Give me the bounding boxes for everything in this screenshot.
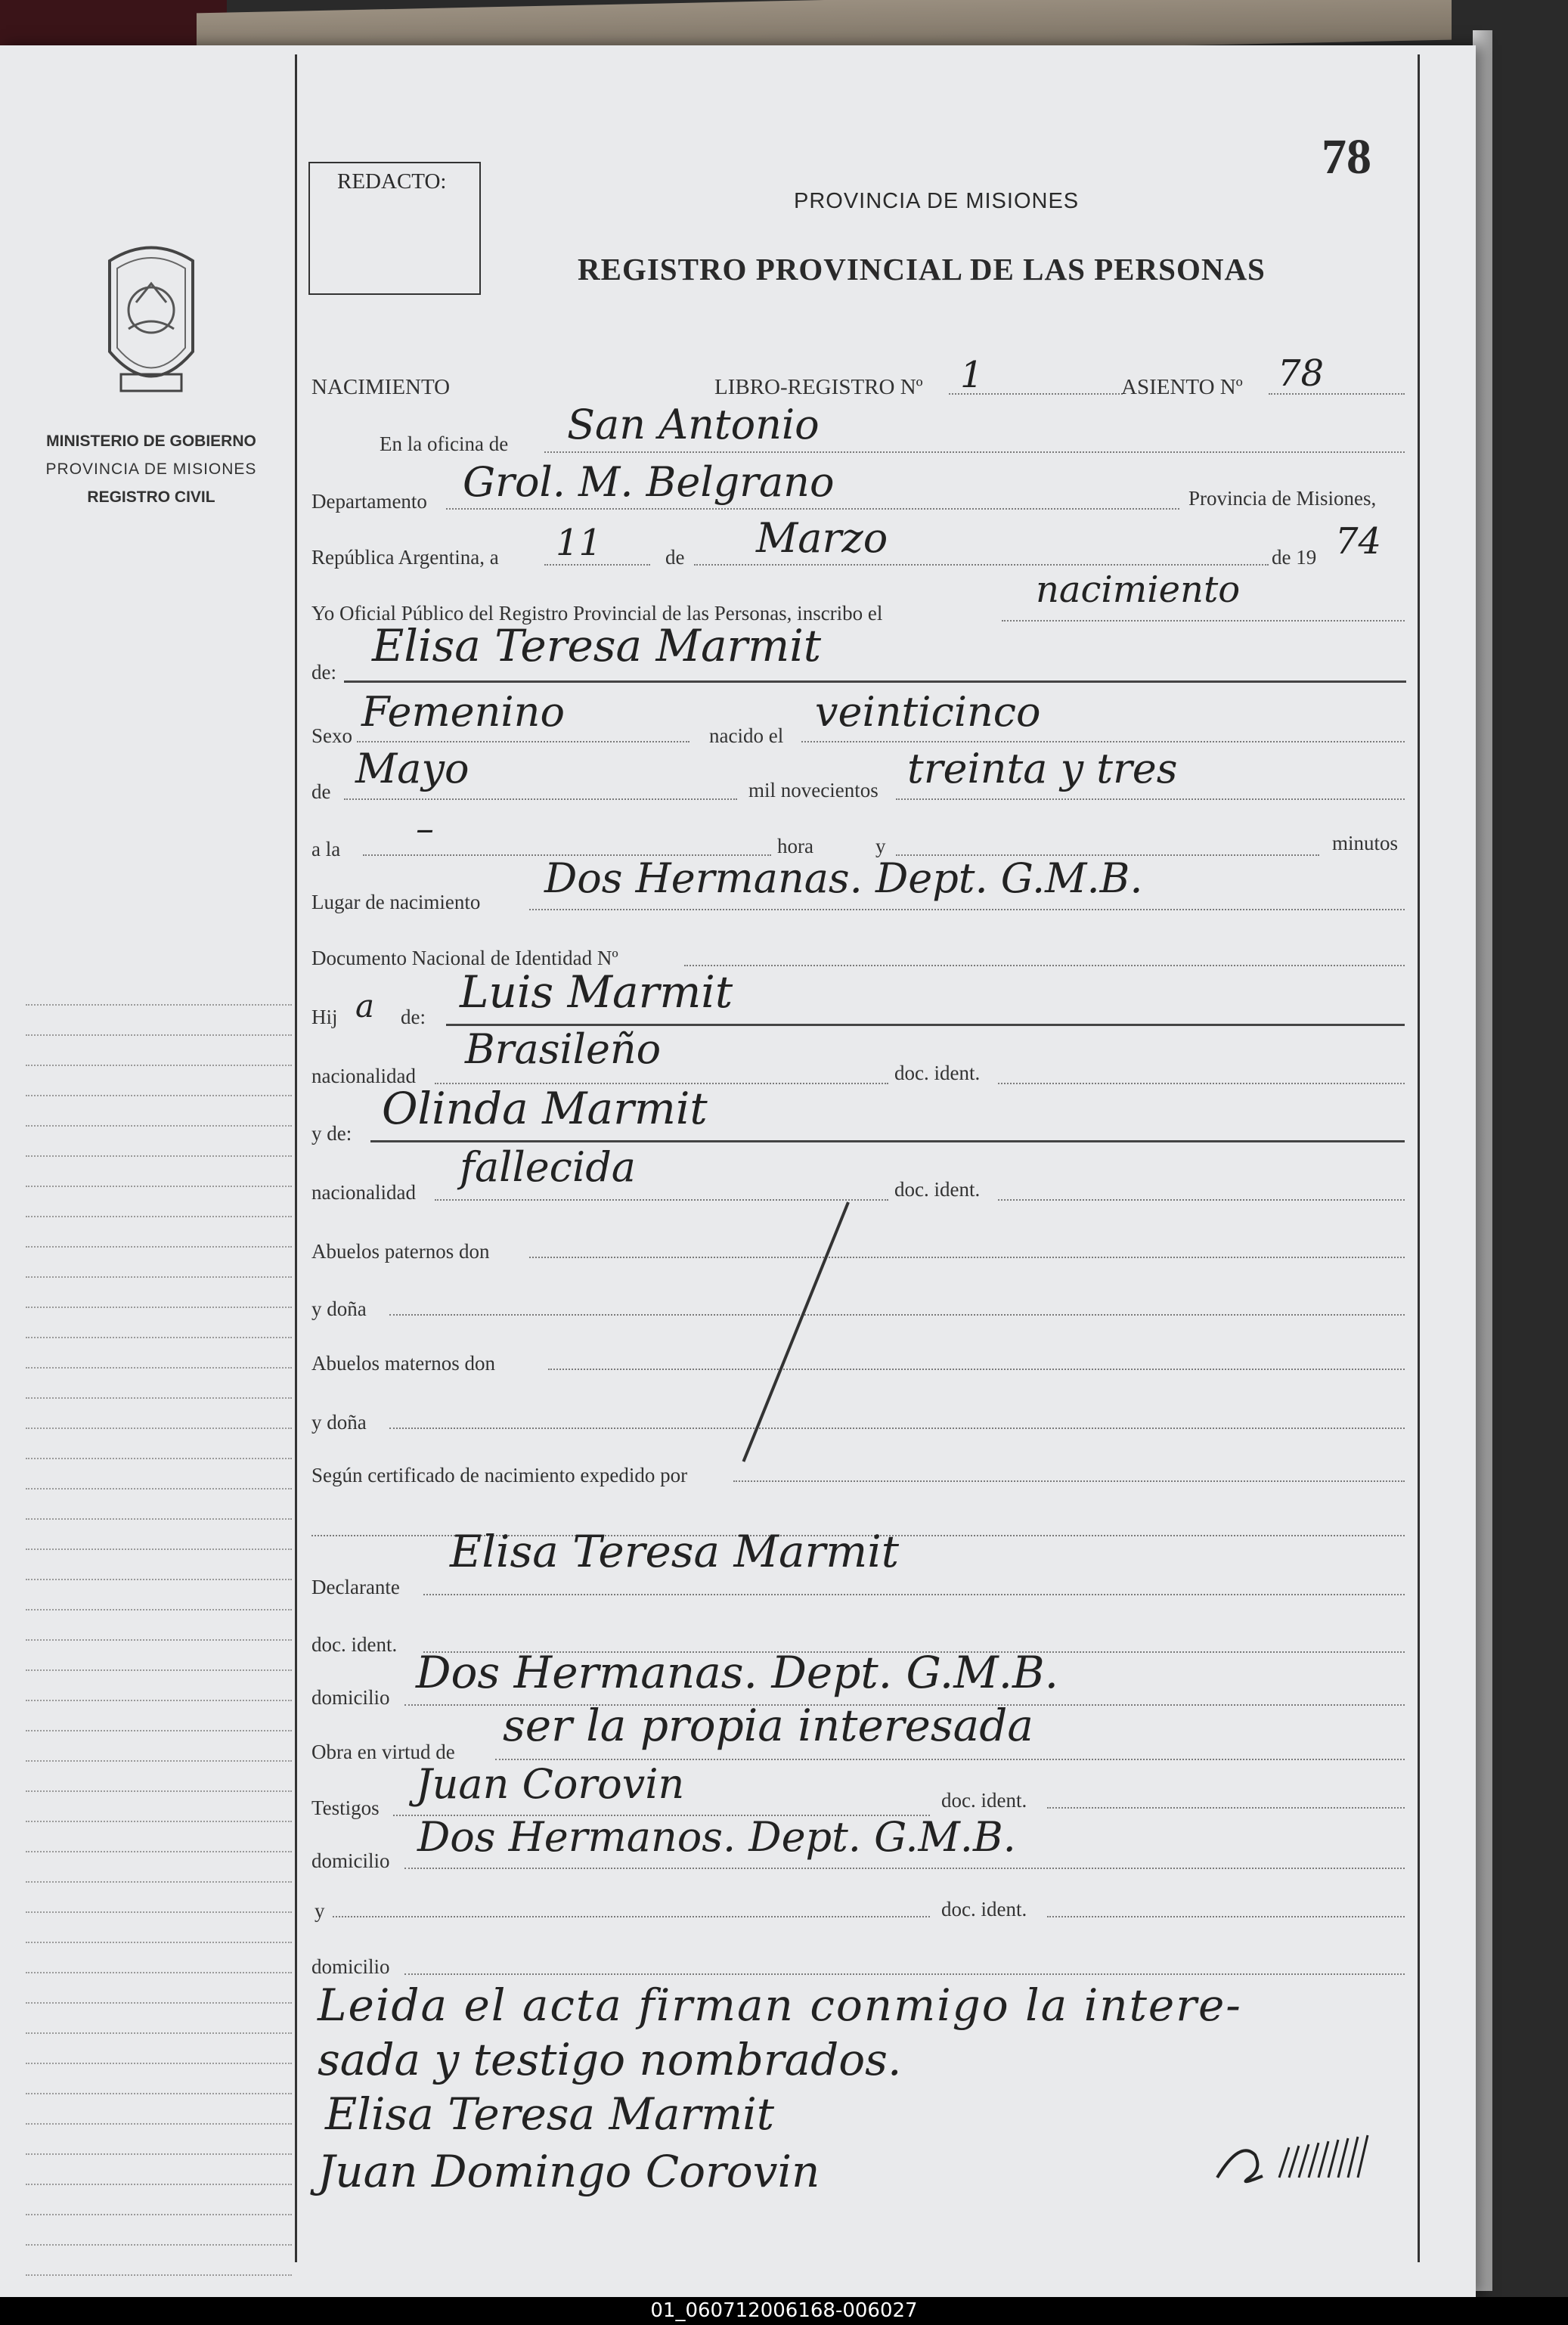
margin-line — [26, 2032, 292, 2034]
margin-line — [26, 1186, 292, 1187]
docident3-label: doc. ident. — [311, 1633, 398, 1656]
libro-label: LIBRO-REGISTRO Nº — [714, 375, 923, 399]
hijo-label: Hij — [311, 1006, 338, 1028]
docident-label: doc. ident. — [894, 1062, 981, 1084]
domicilio3-line — [404, 1973, 1405, 1975]
segun-label: Según certificado de nacimiento expedido por — [311, 1464, 688, 1486]
domicilio-label: domicilio — [311, 1686, 390, 1709]
margin-line — [26, 1972, 292, 1973]
departamento-label: Departamento — [311, 490, 427, 513]
margin-line — [26, 1579, 292, 1580]
margin-line — [26, 2063, 292, 2064]
madre-line — [370, 1140, 1405, 1142]
closing-note-line1: Leida el acta firman conmigo la intere- — [318, 1979, 1242, 2031]
hijo-suffix: a — [355, 987, 375, 1025]
margin-line — [26, 2244, 292, 2246]
name-line — [344, 680, 1406, 683]
nacido-line — [801, 741, 1405, 742]
margin-line — [26, 1125, 292, 1127]
de-name-label: de: — [311, 661, 336, 684]
margin-line — [26, 1337, 292, 1338]
obra-value: ser la propia interesada — [503, 1700, 1033, 1751]
mes-nac-value: Mayo — [355, 745, 469, 792]
departamento-line — [446, 508, 1179, 510]
margin-line — [26, 1669, 292, 1671]
provincia-label: Provincia de Misiones, — [1188, 487, 1377, 510]
mes-nac-line — [344, 798, 737, 800]
nac2-value: fallecida — [460, 1143, 636, 1191]
anio-nac-value: treinta y tres — [907, 745, 1178, 792]
ydona2-label: y doña — [311, 1411, 367, 1434]
margin-line — [26, 1276, 292, 1278]
year-value: 74 — [1335, 520, 1382, 563]
lugar-label: Lugar de nacimiento — [311, 891, 481, 913]
docident4-label: doc. ident. — [941, 1789, 1027, 1812]
margin-line — [26, 2274, 292, 2276]
abmat-label: Abuelos maternos don — [311, 1352, 495, 1375]
de2-label: de — [311, 780, 331, 803]
lugar-line — [529, 909, 1405, 910]
ydona1-line — [389, 1314, 1405, 1316]
registry-title: REGISTRO PROVINCIAL DE LAS PERSONAS — [578, 252, 1266, 287]
image-id-footer: 01_060712006168-006027 — [0, 2297, 1568, 2325]
margin-line — [26, 1428, 292, 1429]
margin-line — [26, 1034, 292, 1036]
margin-line — [26, 2184, 292, 2185]
dni-label: Documento Nacional de Identidad Nº — [311, 947, 618, 969]
segun-line — [733, 1480, 1405, 1482]
redacto-box — [308, 162, 481, 295]
margin-line — [26, 1881, 292, 1883]
testigos-label: Testigos — [311, 1796, 380, 1819]
domicilio-value: Dos Hermanas. Dept. G.M.B. — [416, 1647, 1059, 1698]
minutos-label: minutos — [1332, 832, 1399, 854]
oficial-label: Yo Oficial Público del Registro Provincial de las Personas, inscribo el — [311, 602, 883, 625]
docident5-line — [1047, 1916, 1405, 1917]
ydona2-line — [389, 1428, 1405, 1429]
ministry-label: MINISTERIO DE GOBIERNO — [46, 432, 256, 450]
declarante-line — [423, 1594, 1405, 1595]
closing-note-line2: sada y testigo nombrados. — [318, 2034, 902, 2085]
margin-line — [26, 1821, 292, 1822]
sexo-value: Femenino — [361, 688, 565, 736]
inscribo-line — [1002, 620, 1405, 622]
margin-line — [26, 1397, 292, 1399]
margin-line — [26, 1851, 292, 1852]
mes-value: Marzo — [756, 514, 888, 562]
page-number: 78 — [1322, 129, 1371, 184]
docident2-line — [998, 1199, 1405, 1201]
margin-line — [26, 1216, 292, 1217]
margin-line — [26, 1004, 292, 1006]
ydona1-label: y doña — [311, 1297, 367, 1320]
docident1-line — [998, 1083, 1405, 1084]
hijo-de-label: de: — [401, 1006, 426, 1028]
signature-interesada: Elisa Teresa Marmit — [325, 2088, 775, 2140]
obra-label: Obra en virtud de — [311, 1741, 455, 1763]
margin-line — [26, 1155, 292, 1157]
margin-line — [26, 2093, 292, 2094]
margin-line — [26, 1095, 292, 1096]
oficina-value: San Antonio — [567, 401, 820, 448]
margin-line — [26, 1639, 292, 1641]
abpat-label: Abuelos paternos don — [311, 1240, 490, 1263]
margin-line — [26, 2002, 292, 2004]
redacto-label: REDACTO: — [337, 169, 447, 194]
declarante-value: Elisa Teresa Marmit — [450, 1526, 900, 1577]
dia-line — [544, 564, 650, 566]
declarante-label: Declarante — [311, 1576, 400, 1598]
hora-label: hora — [777, 835, 813, 857]
domicilio3-label: domicilio — [311, 1955, 390, 1978]
name-value: Elisa Teresa Marmit — [372, 620, 822, 671]
margin-line — [26, 1307, 292, 1308]
lugar-value: Dos Hermanas. Dept. G.M.B. — [544, 854, 1143, 902]
libro-value: 1 — [960, 354, 984, 396]
margin-line — [26, 1942, 292, 1943]
oficina-line — [544, 451, 1405, 453]
margin-line — [26, 1458, 292, 1459]
margin-line — [26, 2153, 292, 2155]
margin-line — [26, 1760, 292, 1762]
nacido-label: nacido el — [709, 724, 784, 747]
year-prefix: de 19 — [1272, 546, 1317, 569]
province-heading: PROVINCIA DE MISIONES — [794, 189, 1080, 213]
margin-line — [26, 2123, 292, 2125]
book-tab — [0, 0, 227, 45]
margin-line — [26, 1488, 292, 1490]
abpat-line — [529, 1257, 1405, 1258]
mes-line — [694, 564, 1269, 566]
mil-label: mil novecientos — [748, 779, 879, 801]
testigo2-line — [333, 1916, 930, 1917]
nac2-line — [435, 1199, 888, 1201]
anio-nac-line — [896, 798, 1405, 800]
official-signature-icon — [1210, 2125, 1391, 2193]
domicilio2-label: domicilio — [311, 1849, 390, 1872]
margin-line — [26, 1518, 292, 1520]
ministry-block — [23, 427, 280, 511]
margin-line — [26, 1065, 292, 1066]
dia-value: 11 — [556, 522, 603, 564]
sexo-line — [357, 741, 689, 742]
margin-line — [26, 1609, 292, 1610]
domicilio2-value: Dos Hermanos. Dept. G.M.B. — [417, 1813, 1016, 1861]
docident5-label: doc. ident. — [941, 1898, 1027, 1920]
docident4-line — [1047, 1807, 1405, 1809]
padre-value: Luis Marmit — [460, 966, 733, 1018]
docident2-row-label: doc. ident. — [894, 1178, 981, 1201]
record-type: NACIMIENTO — [311, 375, 451, 399]
margin-line — [26, 1246, 292, 1248]
de-label: de — [665, 546, 685, 569]
ala-label: a la — [311, 838, 341, 860]
nac1-label: nacionalidad — [311, 1065, 416, 1087]
yde-label: y de: — [311, 1122, 352, 1145]
margin-line — [26, 1730, 292, 1731]
madre-value: Olinda Marmit — [382, 1083, 708, 1134]
y-label: y — [875, 835, 886, 857]
margin-line — [26, 1367, 292, 1369]
ala-value: – — [416, 808, 434, 850]
margin-line — [26, 1790, 292, 1792]
nac1-value: Brasileño — [465, 1025, 662, 1073]
margin-line — [26, 2214, 292, 2215]
margin-line — [26, 1911, 292, 1913]
sexo-label: Sexo — [311, 724, 352, 747]
nac2-label: nacionalidad — [311, 1181, 416, 1204]
misiones-emblem-icon — [95, 238, 208, 408]
asiento-label: ASIENTO Nº — [1121, 375, 1243, 399]
abmat-line — [548, 1369, 1405, 1370]
dni-line — [684, 965, 1405, 966]
domicilio2-line — [404, 1868, 1405, 1869]
testigo1-value: Juan Corovin — [416, 1760, 685, 1808]
nacido-value: veinticinco — [815, 688, 1041, 736]
signature-testigo: Juan Domingo Corovin — [318, 2146, 820, 2197]
y2-label: y — [315, 1899, 325, 1922]
inscribo-value: nacimiento — [1036, 569, 1241, 611]
margin-line — [26, 1548, 292, 1550]
registry-label: REGISTRO CIVIL — [87, 488, 215, 506]
departamento-value: Grol. M. Belgrano — [463, 458, 835, 506]
republica-label: República Argentina, a — [311, 546, 499, 569]
asiento-value: 78 — [1278, 352, 1325, 395]
oficina-label: En la oficina de — [380, 432, 509, 455]
province-label: PROVINCIA DE MISIONES — [45, 460, 257, 478]
margin-line — [26, 1700, 292, 1701]
